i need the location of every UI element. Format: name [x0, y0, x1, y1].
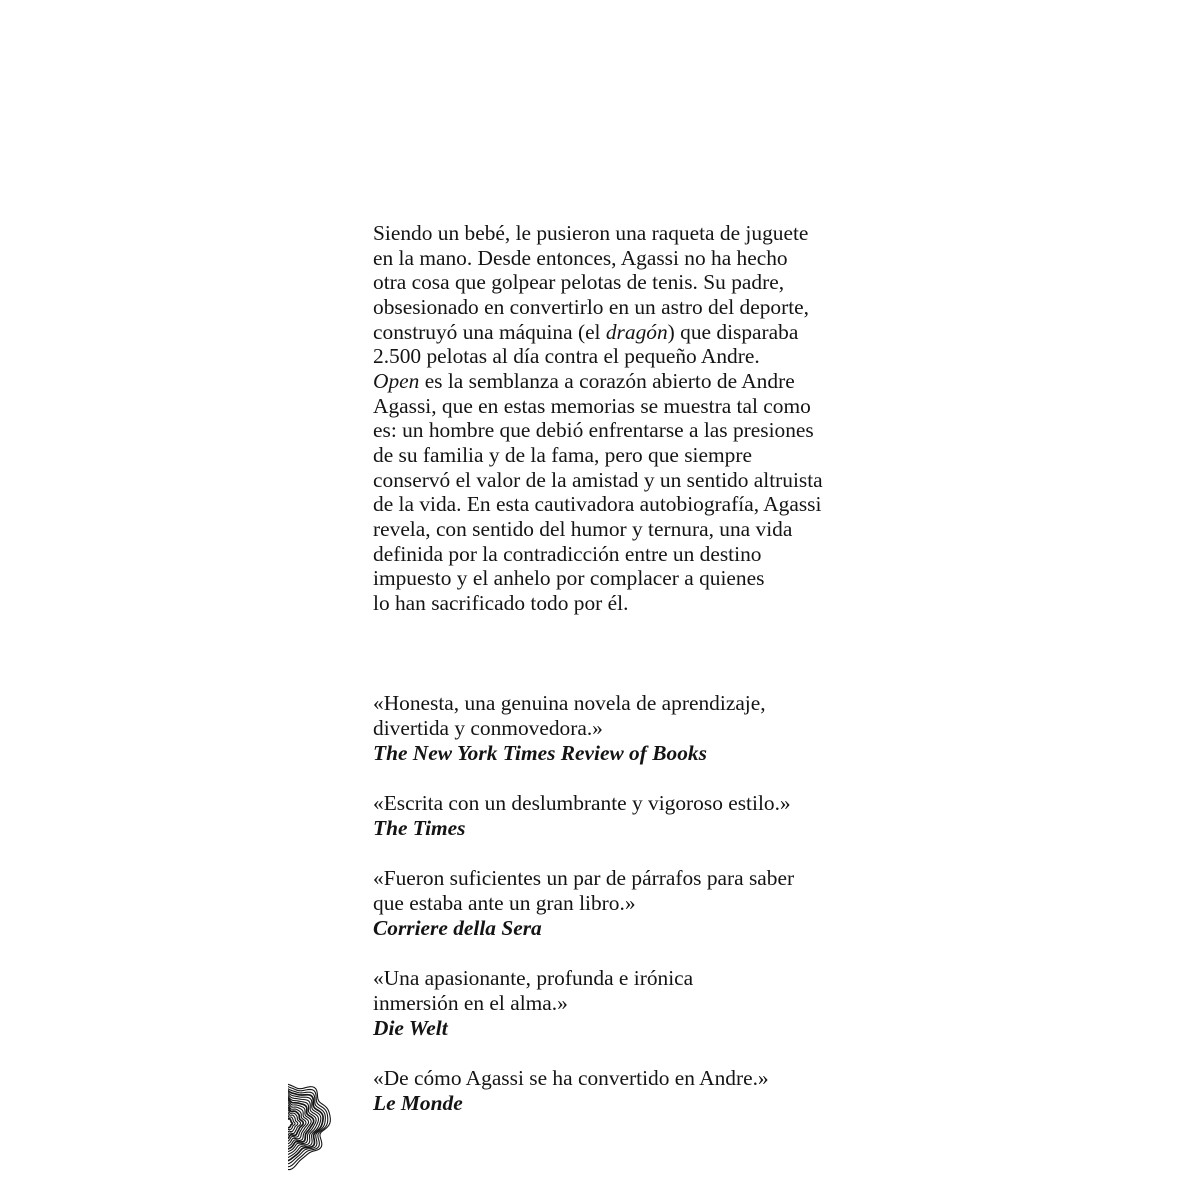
quote-line: que estaba ante un gran libro.»	[373, 890, 636, 915]
synopsis-line: Siendo un bebé, le pusieron una raqueta de juguete	[373, 221, 809, 245]
synopsis-line: de la vida. En esta cautivadora autobiografía, Agassi	[373, 492, 822, 517]
quote-source: The Times	[373, 815, 466, 840]
review-quote-the-times	[373, 791, 933, 841]
synopsis-line: obsesionado en convertirlo en un astro del deporte,	[373, 294, 810, 319]
synopsis-paragraph	[373, 221, 933, 616]
synopsis-line-segment-italic: Open	[373, 368, 420, 393]
quote-line: «Una apasionante, profunda e irónica	[373, 965, 694, 990]
quote-source: Le Monde	[373, 1090, 463, 1115]
quote-line: «De cómo Agassi se ha convertido en Andre.»	[373, 1065, 769, 1090]
review-quote-die-welt	[373, 966, 933, 1041]
synopsis-line: Agassi, que en estas memorias se muestra tal como	[373, 393, 811, 418]
fingerprint-ornament	[288, 1075, 334, 1171]
quote-line: «Escrita con un deslumbrante y vigoroso estilo.»	[373, 790, 791, 815]
synopsis-line: revela, con sentido del humor y ternura, una vida	[373, 516, 793, 541]
synopsis-line-segment-italic: dragón	[605, 319, 668, 344]
review-quote-corriere	[373, 866, 933, 941]
fingerprint-ornament-drawing	[288, 1075, 334, 1171]
synopsis-line-segment: construyó una máquina (el	[373, 319, 606, 344]
review-quote-le-monde	[373, 1066, 933, 1116]
quote-line: divertida y conmovedora.»	[373, 715, 603, 740]
synopsis-line: es: un hombre que debió enfrentarse a las presiones	[373, 418, 814, 443]
review-quote-nyt	[373, 691, 933, 766]
synopsis-line	[373, 320, 933, 345]
synopsis-line-segment: ) que disparaba	[667, 319, 799, 344]
synopsis-line: impuesto y el anhelo por complacer a quienes	[373, 566, 765, 591]
synopsis-line-segment: es la semblanza a corazón abierto de Andre	[419, 368, 795, 393]
quote-source: Die Welt	[373, 1015, 448, 1040]
synopsis-line: conservó el valor de la amistad y un sentido altruista	[373, 467, 823, 492]
quote-line: «Fueron suficientes un par de párrafos para saber	[373, 865, 795, 890]
synopsis-line: definida por la contradicción entre un destino	[373, 541, 762, 566]
quote-source: Corriere della Sera	[373, 915, 542, 940]
synopsis-line: de su familia y de la fama, pero que siempre	[373, 442, 752, 467]
quote-line: inmersión en el alma.»	[373, 990, 568, 1015]
synopsis-line: otra cosa que golpear pelotas de tenis. Su padre,	[373, 270, 785, 295]
text-column	[373, 221, 933, 1116]
quote-source: The New York Times Review of Books	[373, 740, 707, 765]
synopsis-line: en la mano. Desde entonces, Agassi no ha hecho	[373, 245, 788, 270]
synopsis-line: 2.500 pelotas al día contra el pequeño Andre.	[373, 344, 760, 369]
synopsis-line	[373, 369, 933, 394]
quote-line: «Honesta, una genuina novela de aprendizaje,	[373, 690, 766, 715]
synopsis-line: lo han sacrificado todo por él.	[373, 590, 629, 615]
